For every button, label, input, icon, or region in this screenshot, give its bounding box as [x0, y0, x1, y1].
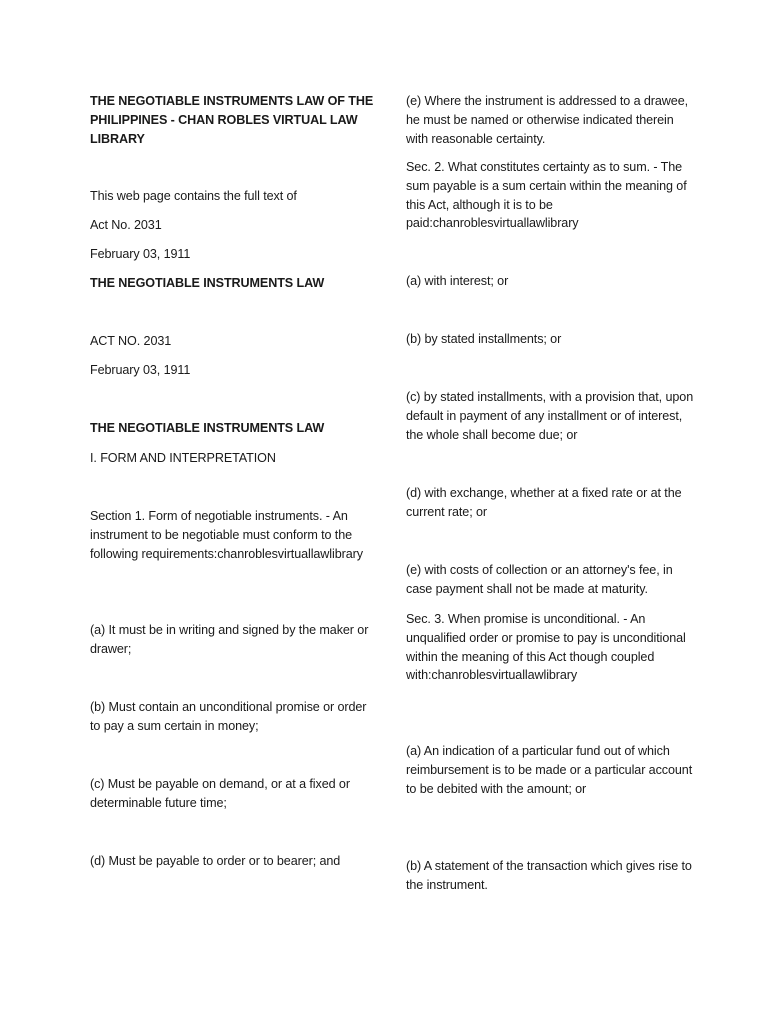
act-date: February 03, 1911 — [90, 247, 191, 261]
law-heading-second: THE NEGOTIABLE INSTRUMENTS LAW — [90, 421, 325, 435]
section-3-item-a: (a) An indication of a particular fund out of which reimbursement is to be made or a particular account to be debited with the amount; or — [406, 744, 693, 796]
act-number-caps: ACT NO. 2031 — [90, 334, 172, 348]
law-heading: THE NEGOTIABLE INSTRUMENTS LAW — [90, 276, 325, 290]
intro-text: This web page contains the full text of — [90, 189, 297, 203]
section-1-item-c: (c) Must be payable on demand, or at a fixed or determinable future time; — [90, 777, 350, 810]
section-2-item-d: (d) with exchange, whether at a fixed rate or at the current rate; or — [406, 486, 682, 519]
section-2-item-a: (a) with interest; or — [406, 274, 509, 288]
act-date-second: February 03, 1911 — [90, 363, 191, 377]
section-3-paragraph: Sec. 3. When promise is unconditional. - An unqualified order or promise to pay is unconditional within the meaning of this Act though coupled with:chanroblesvirtuallawlibrary — [406, 612, 686, 683]
part-heading: I. FORM AND INTERPRETATION — [90, 451, 276, 465]
section-1-item-e: (e) Where the instrument is addressed to a drawee, he must be named or otherwise indicated therein with reasonable certainty. — [406, 94, 688, 146]
section-1-item-b: (b) Must contain an unconditional promise or order to pay a sum certain in money; — [90, 700, 367, 733]
section-2-item-e: (e) with costs of collection or an attorney's fee, in case payment shall not be made at maturity. — [406, 563, 673, 596]
section-2-paragraph: Sec. 2. What constitutes certainty as to sum. - The sum payable is a sum certain within the meaning of this Act, although it is to be paid:chanroblesvirtuallawlibrary — [406, 160, 687, 231]
section-3-item-b: (b) A statement of the transaction which gives rise to the instrument. — [406, 859, 692, 892]
act-number: Act No. 2031 — [90, 218, 162, 232]
section-1-item-d: (d) Must be payable to order or to bearer; and — [90, 854, 341, 868]
section-1-item-a: (a) It must be in writing and signed by the maker or drawer; — [90, 623, 369, 656]
section-2-item-c: (c) by stated installments, with a provision that, upon default in payment of any installment or of interest, the whole shall become due; or — [406, 390, 694, 442]
section-1-paragraph: Section 1. Form of negotiable instruments. - An instrument to be negotiable must conform to the following requirements:chanroblesvirtuallawlibrary — [90, 509, 363, 561]
section-2-item-b: (b) by stated installments; or — [406, 332, 562, 346]
document-title: THE NEGOTIABLE INSTRUMENTS LAW OF THE PHILIPPINES - CHAN ROBLES VIRTUAL LAW LIBRARY — [90, 94, 374, 146]
